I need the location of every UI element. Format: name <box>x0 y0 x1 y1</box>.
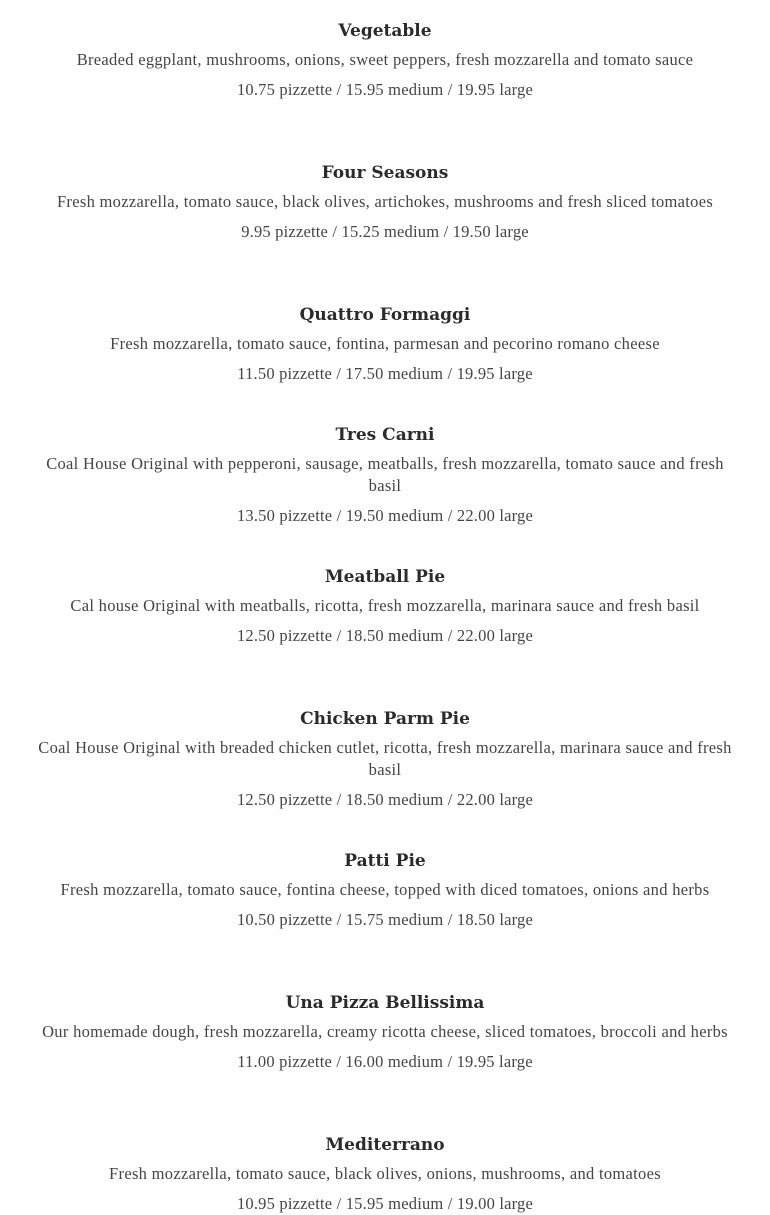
item-prices: 10.95 pizzette / 15.95 medium / 19.00 large <box>236 1194 534 1213</box>
menu-item-four-seasons <box>0 162 770 243</box>
item-description: Fresh mozzarella, tomato sauce, black olives, onions, mushrooms, and tomatoes <box>109 1164 661 1183</box>
item-name: Chicken Parm Pie <box>300 709 470 729</box>
item-name: Four Seasons <box>321 163 449 183</box>
item-name: Patti Pie <box>344 851 426 871</box>
menu-item-una-pizza-bellissima <box>0 992 770 1073</box>
item-description: Our homemade dough, fresh mozzarella, creamy ricotta cheese, sliced tomatoes, broccoli and herbs <box>42 1022 728 1041</box>
item-description: Coal House Original with pepperoni, sausage, meatballs, fresh mozzarella, tomato sauce and fresh basil <box>46 454 724 495</box>
item-description: Cal house Original with meatballs, ricotta, fresh mozzarella, marinara sauce and fresh basil <box>70 596 700 615</box>
item-prices: 9.95 pizzette / 15.25 medium / 19.50 large <box>241 222 529 241</box>
item-prices: 10.50 pizzette / 15.75 medium / 18.50 large <box>236 910 534 929</box>
menu-item-meatball-pie <box>0 566 770 647</box>
item-name: Tres Carni <box>335 425 435 445</box>
item-description: Coal House Original with breaded chicken cutlet, ricotta, fresh mozzarella, marinara sauce and fresh basil <box>38 738 732 779</box>
item-name: Vegetable <box>338 21 432 41</box>
item-name: Quattro Formaggi <box>299 305 471 325</box>
menu-item-quattro-formaggi <box>0 304 770 385</box>
item-prices: 13.50 pizzette / 19.50 medium / 22.00 large <box>236 506 534 525</box>
menu-item-tres-carni <box>0 424 770 527</box>
menu-item-patti-pie <box>0 850 770 931</box>
menu-item-chicken-parm-pie <box>0 708 770 811</box>
item-name: Una Pizza Bellissima <box>285 993 485 1013</box>
item-description: Fresh mozzarella, tomato sauce, fontina, parmesan and pecorino romano cheese <box>110 334 660 353</box>
item-prices: 11.00 pizzette / 16.00 medium / 19.95 large <box>237 1052 533 1071</box>
item-description: Fresh mozzarella, tomato sauce, fontina cheese, topped with diced tomatoes, onions and herbs <box>60 880 710 899</box>
item-name: Mediterrano <box>325 1135 445 1155</box>
item-prices: 12.50 pizzette / 18.50 medium / 22.00 large <box>236 626 534 645</box>
item-prices: 12.50 pizzette / 18.50 medium / 22.00 large <box>236 790 534 809</box>
menu-item-mediterrano <box>0 1134 770 1215</box>
item-description: Breaded eggplant, mushrooms, onions, sweet peppers, fresh mozzarella and tomato sauce <box>76 50 694 69</box>
item-description: Fresh mozzarella, tomato sauce, black olives, artichokes, mushrooms and fresh sliced tomatoes <box>56 192 714 211</box>
item-prices: 11.50 pizzette / 17.50 medium / 19.95 large <box>237 364 533 383</box>
menu-item-vegetable <box>0 20 770 101</box>
item-name: Meatball Pie <box>324 567 446 587</box>
item-prices: 10.75 pizzette / 15.95 medium / 19.95 large <box>236 80 534 99</box>
